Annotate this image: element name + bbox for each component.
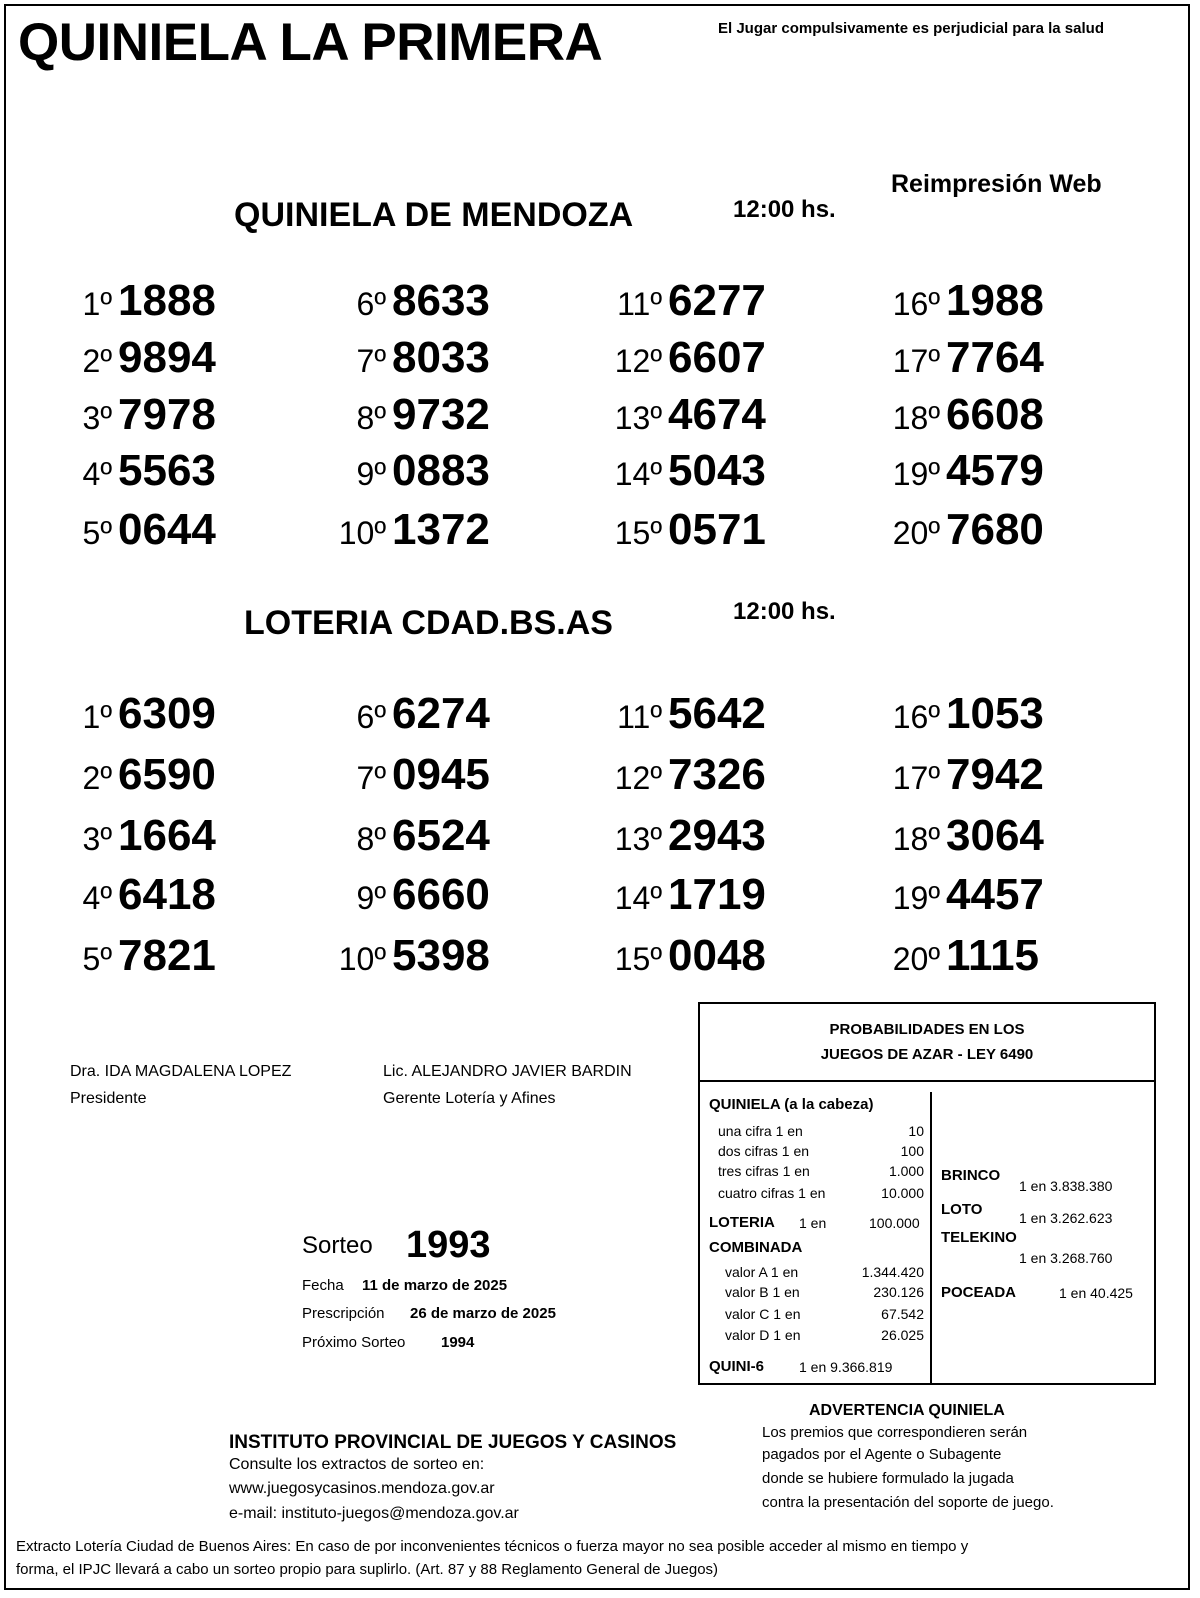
result-cell — [882, 931, 1122, 981]
result-number: 9894 — [118, 333, 216, 382]
result-number: 6274 — [392, 689, 490, 738]
result-cell — [328, 689, 568, 739]
odds-row-label: cuatro cifras 1 en — [718, 1185, 826, 1201]
advertencia-line-1: Los premios que correspondieren serán — [762, 1424, 1028, 1441]
odds-row-label: dos cifras 1 en — [718, 1143, 810, 1159]
result-position: 6º — [356, 286, 386, 322]
result-number: 9732 — [392, 390, 490, 439]
result-cell — [328, 333, 568, 383]
result-position: 4º — [82, 880, 112, 916]
poceada-value: 1 en 40.425 — [1059, 1285, 1133, 1301]
result-cell — [882, 750, 1122, 800]
institute-email[interactable]: e-mail: instituto-juegos@mendoza.gov.ar — [229, 1505, 519, 1522]
result-position: 5º — [82, 941, 112, 977]
main-title: QUINIELA LA PRIMERA — [18, 13, 603, 72]
result-cell — [54, 505, 294, 555]
result-number: 6660 — [392, 870, 490, 919]
quini6-label: QUINI-6 — [709, 1358, 765, 1375]
proximo-label: Próximo Sorteo — [302, 1334, 406, 1351]
result-cell — [54, 390, 294, 440]
sorteo-label: Sorteo — [302, 1232, 373, 1259]
sorteo-number: 1993 — [406, 1224, 491, 1266]
odds-row-value: 10.000 — [881, 1185, 924, 1201]
result-cell — [328, 505, 568, 555]
result-number: 0048 — [668, 931, 766, 980]
result-number: 5642 — [668, 689, 766, 738]
odds-row-value: 67.542 — [881, 1306, 924, 1322]
result-cell — [604, 931, 844, 981]
result-number: 6590 — [118, 750, 216, 799]
result-number: 1115 — [946, 931, 1040, 980]
brinco-label: BRINCO — [941, 1167, 1001, 1184]
result-number: 4457 — [946, 870, 1044, 919]
result-number: 7942 — [946, 750, 1044, 799]
result-number: 7680 — [946, 505, 1044, 554]
reprint-label: Reimpresión Web — [891, 170, 1102, 198]
result-position: 7º — [356, 343, 386, 379]
odds-row-value: 1.000 — [888, 1163, 924, 1179]
footer-line-2: forma, el IPJC llevará a cabo un sorteo propio para suplirlo. (Art. 87 y 88 Reglamento General de Juegos) — [16, 1561, 719, 1578]
result-number: 0883 — [392, 446, 490, 495]
result-cell — [328, 870, 568, 920]
brinco-value: 1 en 3.838.380 — [1019, 1178, 1113, 1194]
result-number: 7821 — [118, 931, 216, 980]
result-position: 18º — [892, 400, 940, 436]
signature-left-role: Presidente — [70, 1090, 147, 1107]
result-position: 13º — [614, 400, 662, 436]
odds-row-label: una cifra 1 en — [718, 1123, 803, 1139]
result-number: 5563 — [118, 446, 216, 495]
mendoza-title: QUINIELA DE MENDOZA — [234, 196, 634, 234]
result-cell — [604, 750, 844, 800]
gambling-warning: El Jugar compulsivamente es perjudicial para la salud — [718, 20, 1104, 37]
result-cell — [604, 870, 844, 920]
result-position: 1º — [82, 699, 112, 735]
result-number: 3064 — [946, 811, 1044, 860]
result-position: 12º — [614, 343, 662, 379]
result-cell — [54, 689, 294, 739]
result-position: 8º — [356, 400, 386, 436]
odds-row-value: 1.344.420 — [861, 1264, 924, 1280]
result-cell — [604, 333, 844, 383]
result-position: 11º — [617, 699, 662, 735]
result-position: 17º — [892, 343, 940, 379]
quiniela-odds-title: QUINIELA (a la cabeza) — [709, 1096, 874, 1113]
telekino-label: TELEKINO — [941, 1229, 1017, 1246]
poceada-label: POCEADA — [941, 1284, 1017, 1301]
result-position: 2º — [82, 343, 112, 379]
result-number: 4674 — [668, 390, 766, 439]
result-number: 1888 — [118, 276, 216, 325]
loteria-odds-label: LOTERIA — [709, 1214, 775, 1231]
result-position: 3º — [82, 821, 112, 857]
caba-time: 12:00 hs. — [733, 598, 836, 625]
mendoza-time: 12:00 hs. — [733, 196, 836, 223]
loto-value: 1 en 3.262.623 — [1019, 1210, 1113, 1226]
result-position: 17º — [892, 760, 940, 796]
result-number: 1372 — [392, 505, 490, 554]
proximo-value: 1994 — [441, 1334, 475, 1351]
result-number: 5398 — [392, 931, 490, 980]
result-cell — [882, 689, 1122, 739]
loteria-odds-value: 100.000 — [869, 1215, 920, 1231]
result-position: 11º — [617, 286, 662, 322]
result-position: 8º — [356, 821, 386, 857]
result-position: 5º — [82, 515, 112, 551]
result-cell — [328, 390, 568, 440]
result-cell — [882, 276, 1122, 326]
odds-row-label: valor C 1 en — [725, 1306, 801, 1322]
loto-label: LOTO — [941, 1201, 983, 1218]
institute-website[interactable]: www.juegosycasinos.mendoza.gov.ar — [229, 1480, 495, 1497]
result-number: 7978 — [118, 390, 216, 439]
result-position: 2º — [82, 760, 112, 796]
prescripcion-label: Prescripción — [302, 1305, 385, 1322]
odds-row-value: 26.025 — [881, 1327, 924, 1343]
result-position: 12º — [614, 760, 662, 796]
result-number: 8633 — [392, 276, 490, 325]
result-cell — [882, 390, 1122, 440]
prescripcion-value: 26 de marzo de 2025 — [410, 1305, 556, 1322]
result-number: 7764 — [946, 333, 1044, 382]
result-position: 14º — [614, 880, 662, 916]
result-cell — [882, 870, 1122, 920]
institute-title: INSTITUTO PROVINCIAL DE JUEGOS Y CASINOS — [229, 1432, 677, 1453]
result-cell — [54, 870, 294, 920]
result-number: 1988 — [946, 276, 1044, 325]
result-cell — [604, 390, 844, 440]
result-position: 3º — [82, 400, 112, 436]
result-number: 4579 — [946, 446, 1044, 495]
result-number: 6524 — [392, 811, 490, 860]
quini6-value: 1 en 9.366.819 — [799, 1359, 893, 1375]
advertencia-title: ADVERTENCIA QUINIELA — [809, 1402, 1005, 1419]
result-position: 10º — [338, 941, 386, 977]
result-cell — [54, 811, 294, 861]
result-number: 1664 — [118, 811, 216, 860]
odds-row-label: valor A 1 en — [725, 1264, 799, 1280]
result-position: 16º — [892, 699, 940, 735]
result-number: 6607 — [668, 333, 766, 382]
result-position: 4º — [82, 456, 112, 492]
result-position: 19º — [892, 456, 940, 492]
footer-line-1: Extracto Lotería Ciudad de Buenos Aires: En caso de por inconvenientes técnicos o fuerza mayor no sea posible acceder al mismo en tiempo y — [16, 1538, 969, 1555]
odds-row-value: 100 — [900, 1143, 924, 1159]
result-cell — [604, 689, 844, 739]
result-position: 9º — [356, 880, 386, 916]
odds-row-value: 10 — [908, 1123, 924, 1139]
result-number: 0945 — [392, 750, 490, 799]
result-number: 0571 — [668, 505, 766, 554]
result-cell — [328, 276, 568, 326]
result-number: 2943 — [668, 811, 766, 860]
result-position: 14º — [614, 456, 662, 492]
result-position: 10º — [338, 515, 386, 551]
odds-row-label: valor B 1 en — [725, 1284, 800, 1300]
fecha-label: Fecha — [302, 1277, 344, 1294]
result-position: 9º — [356, 456, 386, 492]
telekino-value: 1 en 3.268.760 — [1019, 1250, 1113, 1266]
result-number: 1719 — [668, 870, 766, 919]
result-position: 6º — [356, 699, 386, 735]
advertencia-line-3: donde se hubiere formulado la jugada — [762, 1470, 1014, 1487]
result-position: 15º — [614, 941, 662, 977]
result-cell — [328, 811, 568, 861]
result-position: 20º — [892, 941, 940, 977]
probabilities-column-divider — [930, 1092, 932, 1385]
signature-right-role: Gerente Lotería y Afines — [383, 1090, 556, 1107]
result-cell — [54, 276, 294, 326]
signature-left-name: Dra. IDA MAGDALENA LOPEZ — [70, 1063, 292, 1080]
result-cell — [882, 333, 1122, 383]
result-cell — [328, 750, 568, 800]
result-position: 18º — [892, 821, 940, 857]
signature-right-name: Lic. ALEJANDRO JAVIER BARDIN — [383, 1063, 632, 1080]
probabilities-heading-1: PROBABILIDADES EN LOS — [829, 1021, 1025, 1038]
advertencia-line-2: pagados por el Agente o Subagente — [762, 1446, 1002, 1463]
result-number: 5043 — [668, 446, 766, 495]
result-cell — [54, 931, 294, 981]
result-position: 15º — [614, 515, 662, 551]
result-number: 6418 — [118, 870, 216, 919]
result-cell — [54, 333, 294, 383]
result-position: 20º — [892, 515, 940, 551]
odds-row-label: valor D 1 en — [725, 1327, 801, 1343]
result-position: 19º — [892, 880, 940, 916]
result-cell — [882, 505, 1122, 555]
advertencia-line-4: contra la presentación del soporte de juego. — [762, 1494, 1054, 1511]
result-cell — [328, 931, 568, 981]
odds-row-label: tres cifras 1 en — [718, 1163, 810, 1179]
result-number: 0644 — [118, 505, 216, 554]
result-position: 1º — [82, 286, 112, 322]
result-number: 1053 — [946, 689, 1044, 738]
result-position: 7º — [356, 760, 386, 796]
odds-row-value: 230.126 — [873, 1284, 924, 1300]
caba-title: LOTERIA CDAD.BS.AS — [244, 604, 613, 642]
combinada-odds-title: COMBINADA — [709, 1239, 803, 1256]
probabilities-divider — [698, 1080, 1156, 1082]
result-cell — [604, 446, 844, 496]
fecha-value: 11 de marzo de 2025 — [362, 1277, 508, 1294]
result-number: 6309 — [118, 689, 216, 738]
institute-line-1: Consulte los extractos de sorteo en: — [229, 1456, 485, 1473]
result-cell — [54, 750, 294, 800]
probabilities-heading-2: JUEGOS DE AZAR - LEY 6490 — [820, 1046, 1034, 1063]
result-cell — [604, 276, 844, 326]
result-number: 7326 — [668, 750, 766, 799]
result-cell — [604, 811, 844, 861]
loteria-odds-en: 1 en — [799, 1215, 827, 1231]
result-number: 6277 — [668, 276, 766, 325]
result-cell — [54, 446, 294, 496]
result-number: 6608 — [946, 390, 1044, 439]
result-cell — [882, 446, 1122, 496]
result-cell — [328, 446, 568, 496]
result-position: 16º — [892, 286, 940, 322]
result-cell — [604, 505, 844, 555]
result-number: 8033 — [392, 333, 490, 382]
result-cell — [882, 811, 1122, 861]
result-position: 13º — [614, 821, 662, 857]
